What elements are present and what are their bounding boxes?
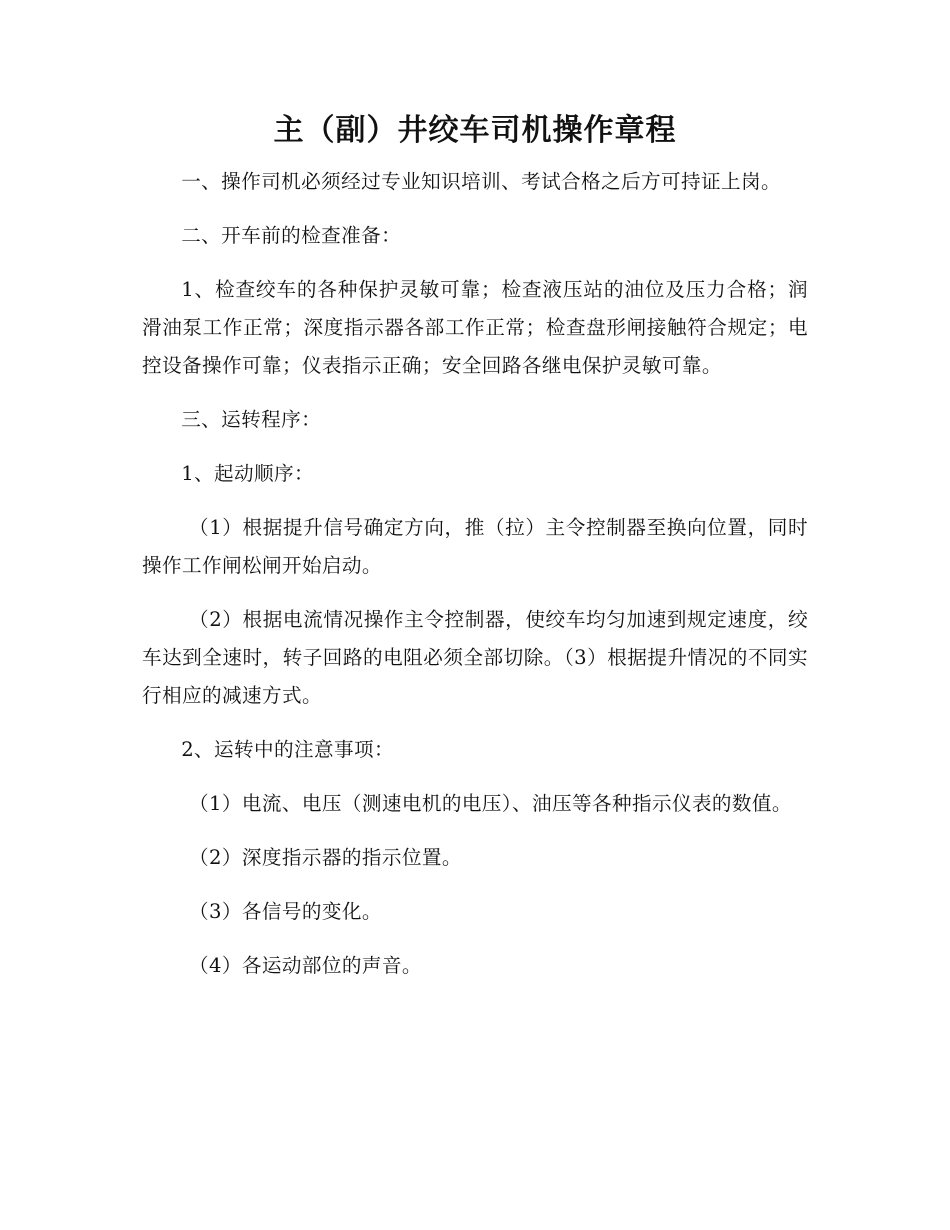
paragraph-check-items: 1、检查绞车的各种保护灵敏可靠；检查液压站的油位及压力合格；润滑油泵工作正常；深度指示器各部工作正常；检查盘形闸接触符合规定；电控设备操作可靠；仪表指示正确；安全回路各继电保护灵敏可靠。: [142, 278, 808, 377]
paragraph-note-2: （2）深度指示器的指示位置。: [189, 846, 462, 869]
heading-operation-procedure: 三、运转程序：: [181, 408, 322, 431]
heading-start-sequence: 1、起动顺序：: [181, 462, 315, 485]
heading-running-notes: 2、运转中的注意事项：: [181, 738, 394, 761]
paragraph-start-step-2: （2）根据电流情况操作主令控制器，使绞车均匀加速到规定速度，绞车达到全速时，转子回路的电阻必须全部切除。（3）根据提升情况的不同实行相应的减速方式。: [142, 608, 808, 707]
paragraph-start-step-1: （1）根据提升信号确定方向，推（拉）主令控制器至换向位置，同时操作工作闸松闸开始启动。: [142, 516, 808, 577]
paragraph-note-1: （1）电流、电压（测速电机的电压）、油压等各种指示仪表的数值。: [189, 792, 792, 815]
document-title: 主（副）井绞车司机操作章程: [273, 113, 677, 148]
paragraph-note-3: （3）各信号的变化。: [189, 900, 382, 923]
paragraph-note-4: （4）各运动部位的声音。: [189, 954, 422, 977]
document-body: [142, 163, 808, 1001]
heading-pre-start-check: 二、开车前的检查准备：: [181, 224, 402, 247]
paragraph-qualification: 一、操作司机必须经过专业知识培训、考试合格之后方可持证上岗。: [181, 170, 781, 193]
